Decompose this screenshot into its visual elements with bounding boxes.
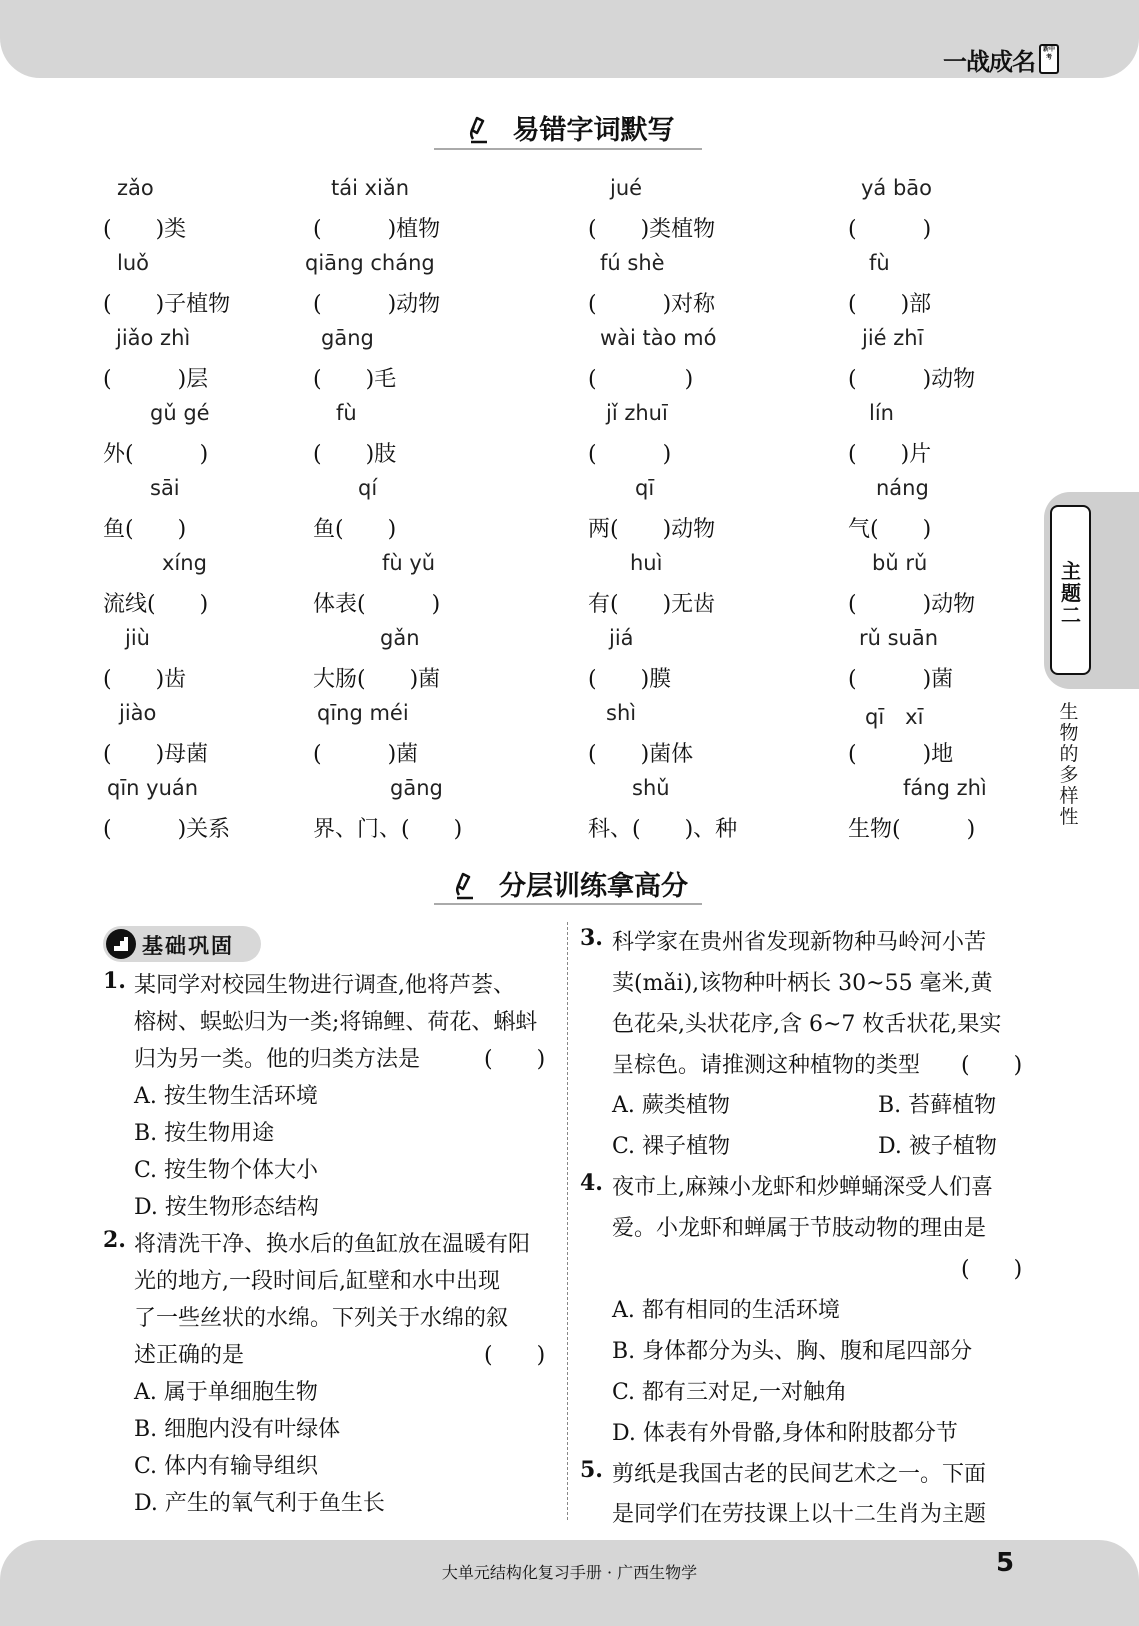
option-a: A. 属于单细胞生物 [134, 1380, 318, 1405]
pinyin-cell: gǔ gé [150, 401, 210, 425]
pinyin-cell: shì [606, 701, 637, 725]
pinyin-cell: gāng [321, 326, 374, 350]
option-b: B. 细胞内没有叶绿体 [134, 1417, 341, 1442]
brand-logo: 一战成名 [943, 48, 1035, 76]
fill-blank-cell: 鱼( ) [313, 517, 397, 542]
fill-blank-cell: ( )毛 [313, 367, 397, 392]
question-text: 夜市上,麻辣小龙虾和炒蝉蛹深受人们喜 [612, 1175, 993, 1200]
pinyin-cell: jiào [119, 701, 157, 725]
fill-blank-cell: ( )部 [848, 292, 932, 317]
question-number: 1. [103, 968, 126, 994]
fill-blank-cell: ( ) [588, 442, 672, 467]
question-text: 是同学们在劳技课上以十二生肖为主题 [612, 1502, 987, 1527]
footer-band [0, 1540, 1139, 1626]
fill-blank-cell: ( ) [848, 217, 932, 242]
fill-blank-cell: 流线( ) [103, 592, 209, 617]
option-a: A. 蕨类植物 [612, 1093, 730, 1118]
question-text: 述正确的是 [134, 1343, 245, 1368]
section-title-text: 分层训练拿高分 [499, 871, 688, 902]
fill-blank-cell: ( )肢 [313, 442, 397, 467]
option-b: B. 苔藓植物 [878, 1093, 997, 1118]
pinyin-cell: jǐ zhuī [606, 401, 668, 425]
footer-book-title: 大单元结构化复习手册 · 广西生物学 [441, 1563, 698, 1582]
fill-blank-cell: ( )植物 [313, 217, 441, 242]
fill-blank-cell: ( )类植物 [588, 217, 716, 242]
question-text: 科学家在贵州省发现新物种马岭河小苦 [612, 930, 987, 955]
section-title-practice [0, 864, 1139, 903]
fill-blank-cell: ( )地 [848, 742, 954, 767]
pinyin-cell: qī xī [865, 705, 924, 729]
fill-blank-cell: ( )膜 [588, 667, 672, 692]
pinyin-cell: qīng méi [317, 701, 409, 725]
pinyin-cell: lín [869, 401, 894, 425]
pinyin-cell: qí [358, 476, 378, 500]
section-title-underline [434, 903, 702, 905]
fill-blank-cell: ( )类 [103, 217, 187, 242]
pinyin-cell: bǔ rǔ [872, 551, 928, 575]
answer-paren: ( ) [484, 1047, 546, 1072]
pinyin-cell: qīn yuán [107, 776, 199, 800]
fill-blank-cell: ( )层 [103, 367, 209, 392]
pinyin-cell: rǔ suān [859, 626, 939, 650]
fill-blank-cell: ( ) [588, 367, 694, 392]
option-d: D. 被子植物 [878, 1134, 997, 1159]
question-number: 2. [103, 1227, 126, 1253]
column-divider [567, 922, 568, 1520]
pinyin-cell: jiá [609, 626, 634, 650]
option-a: A. 按生物生活环境 [134, 1084, 318, 1109]
brand-tag: 新中考 [1039, 44, 1059, 74]
question-number: 3. [580, 925, 603, 951]
question-number: 5. [580, 1457, 603, 1483]
fill-blank-cell: 大肠( )菌 [313, 667, 441, 692]
fill-blank-cell: ( )母菌 [103, 742, 209, 767]
section-title-underline [434, 148, 702, 150]
fill-blank-cell: 界、门、( ) [313, 817, 463, 842]
pinyin-cell: wài tào mó [600, 326, 717, 350]
section-title-text: 易错字词默写 [512, 115, 675, 146]
option-d: D. 体表有外骨骼,身体和附肢都分节 [612, 1421, 958, 1446]
pinyin-cell: gāng [390, 776, 443, 800]
answer-paren: ( ) [484, 1343, 546, 1368]
answer-paren: ( ) [961, 1257, 1023, 1282]
fill-blank-cell: 生物( ) [848, 817, 976, 842]
question-text: 呈棕色。请推测这种植物的类型 [612, 1053, 921, 1078]
option-c: C. 体内有输导组织 [134, 1454, 319, 1479]
pinyin-cell: fù [869, 251, 890, 275]
fill-blank-cell: 气( ) [848, 517, 932, 542]
pinyin-cell: fù [336, 401, 357, 425]
pinyin-cell: qī [635, 476, 655, 500]
pinyin-cell: yá bāo [861, 176, 933, 200]
question-text: 某同学对校园生物进行调查,他将芦荟、 [134, 973, 515, 998]
pinyin-cell: luǒ [117, 251, 149, 275]
question-text: 光的地方,一段时间后,缸壁和水中出现 [134, 1269, 500, 1294]
pinyin-cell: jiù [125, 626, 150, 650]
option-d: D. 按生物形态结构 [134, 1195, 319, 1220]
question-text: 归为另一类。他的归类方法是 [134, 1047, 421, 1072]
question-text: 荬(mǎi),该物种叶柄长 30~55 毫米,黄 [612, 971, 993, 996]
pinyin-cell: jié zhī [862, 326, 924, 350]
fill-blank-cell: ( )子植物 [103, 292, 231, 317]
fill-blank-cell: 鱼( ) [103, 517, 187, 542]
pinyin-cell: náng [876, 476, 929, 500]
fill-blank-cell: 科、( )、种 [588, 817, 738, 842]
chapter-label: 主题二 [1061, 559, 1081, 627]
option-a: A. 都有相同的生活环境 [612, 1298, 840, 1323]
question-text: 了一些丝状的水绵。下列关于水绵的叙 [134, 1306, 509, 1331]
option-c: C. 裸子植物 [612, 1134, 731, 1159]
fill-blank-cell: ( )菌体 [588, 742, 694, 767]
stairs-icon [106, 929, 136, 959]
question-text: 色花朵,头状花序,含 6~7 枚舌状花,果实 [612, 1012, 1002, 1037]
microscope-icon [451, 871, 477, 901]
option-b: B. 身体都分为头、胸、腹和尾四部分 [612, 1339, 973, 1364]
section-title-vocab [0, 108, 1139, 147]
chapter-topic: 生物的多样性 [1059, 701, 1079, 828]
fill-blank-cell: ( )对称 [588, 292, 716, 317]
question-text: 爱。小龙虾和蝉属于节肢动物的理由是 [612, 1216, 987, 1241]
fill-blank-cell: ( )关系 [103, 817, 231, 842]
pinyin-cell: zǎo [117, 176, 154, 200]
fill-blank-cell: ( )菌 [313, 742, 419, 767]
option-d: D. 产生的氧气利于鱼生长 [134, 1491, 385, 1516]
question-text: 榕树、蜈蚣归为一类;将锦鲤、荷花、蝌蚪 [134, 1010, 538, 1035]
fill-blank-cell: 两( )动物 [588, 517, 716, 542]
page-number: 5 [996, 1548, 1015, 1578]
option-c: C. 按生物个体大小 [134, 1158, 319, 1183]
fill-blank-cell: 有( )无齿 [588, 592, 716, 617]
pinyin-cell: fù yǔ [382, 551, 436, 575]
pinyin-cell: jiǎo zhì [116, 326, 191, 350]
microscope-icon [465, 115, 491, 145]
question-text: 将清洗干净、换水后的鱼缸放在温暖有阳 [134, 1232, 531, 1257]
pinyin-cell: sāi [150, 476, 180, 500]
fill-blank-cell: ( )动物 [848, 367, 976, 392]
level-badge-label: 基础巩固 [142, 933, 234, 958]
question-text: 剪纸是我国古老的民间艺术之一。下面 [612, 1462, 987, 1487]
fill-blank-cell: 体表( ) [313, 592, 441, 617]
pinyin-cell: tái xiǎn [331, 176, 410, 200]
answer-paren: ( ) [961, 1053, 1023, 1078]
fill-blank-cell: ( )动物 [848, 592, 976, 617]
fill-blank-cell: 外( ) [103, 442, 209, 467]
pinyin-cell: jué [610, 176, 643, 200]
pinyin-cell: fáng zhì [903, 776, 987, 800]
pinyin-cell: qiāng cháng [305, 251, 435, 275]
fill-blank-cell: ( )动物 [313, 292, 441, 317]
pinyin-cell: xíng [162, 551, 207, 575]
fill-blank-cell: ( )片 [848, 442, 932, 467]
pinyin-cell: shǔ [632, 776, 670, 800]
fill-blank-cell: ( )菌 [848, 667, 954, 692]
pinyin-cell: fú shè [600, 251, 665, 275]
pinyin-cell: gǎn [380, 626, 420, 650]
question-number: 4. [580, 1170, 603, 1196]
option-c: C. 都有三对足,一对触角 [612, 1380, 848, 1405]
fill-blank-cell: ( )齿 [103, 667, 187, 692]
option-b: B. 按生物用途 [134, 1121, 275, 1146]
pinyin-cell: huì [630, 551, 663, 575]
